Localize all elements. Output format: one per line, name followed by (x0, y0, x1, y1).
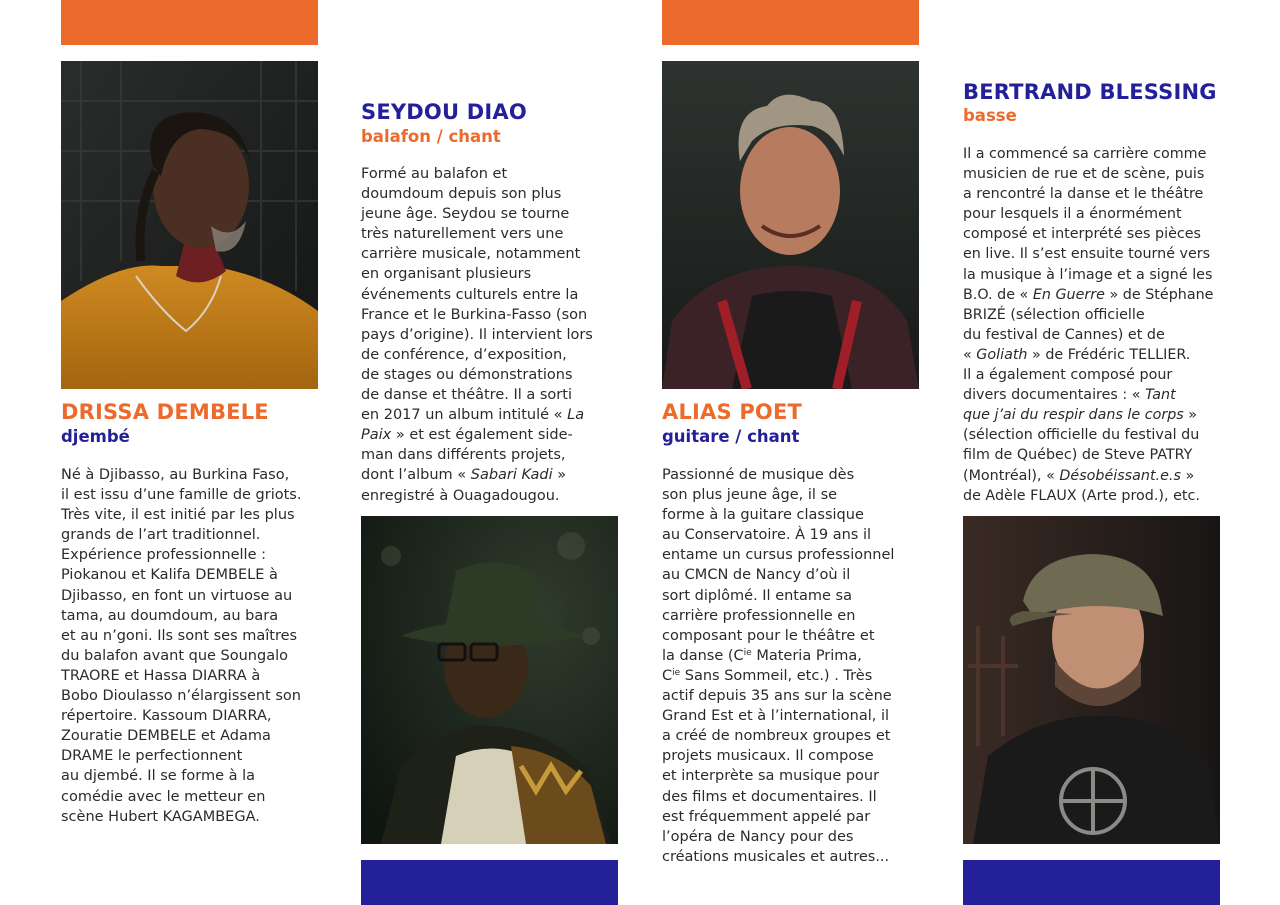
musician-bio: Il a commencé sa carrière comme musicien de rue et de scène, puis a rencontré la danse et le théâtre pour lesquels il a énormément composé et interprété ses pièces en live. Il s’est ensuite tourné vers la musique à l’image et a signé les B.O. de « En Guerre » de Stéphane BRIZÉ (sélection officielle du festival de Cannes) et de « Goliath » de Frédéric TELLIER. Il a également composé pour divers documentaires : « Tant que j’ai du respir dans le corps » (sélection officielle du festival du film de Québec) de Steve PATRY (Montréal), « Désobéissant.e.s » de Adèle FLAUX (Arte prod.), etc. (963, 146, 1214, 504)
blue-bar-bottom-left (361, 860, 618, 905)
portrait-bertrand-blessing (963, 516, 1220, 844)
musician-role: djembé (61, 427, 130, 446)
musician-bio: Formé au balafon et doumdoum depuis son plus jeune âge. Seydou se tourne très naturellement vers une carrière musicale, notamment en organisant plusieurs événements culturels entre la France et le Burkina-Fasso (son pays d’origine). Il intervient lors de conférence, d’exposition, de stages ou démonstrations de danse et théâtre. Il a sorti en 2017 un album intitulé « La Paix » et est également side- man dans différents projets, dont l’album « Sabari Kadi » enregistré à Ouagadougou. (361, 166, 593, 504)
orange-bar-top-left (61, 0, 318, 45)
musician-name: ALIAS POET (662, 400, 803, 424)
musician-role: guitare / chant (662, 427, 800, 446)
musician-bio: Passionné de musique dès son plus jeune âge, il se forme à la guitare classique au Conservatoire. À 19 ans il entame un cursus professionnel au CMCN de Nancy d’où il sort diplômé. Il entame sa carrière professionnelle en composant pour le théâtre et la danse ($C^{ie}$ Materia Prima, $C^{ie}$ Sans Sommeil, etc.) . Très actif depuis 35 ans sur la scène Grand Est et à l’international, il a créé de nombreux groupes et projets musicaux. Il compose et interprète sa musique pour des films et documentaires. Il est fréquemment appelé par l’opéra de Nancy pour des créations musicales et autres... (662, 467, 895, 865)
musician-role: basse (963, 106, 1017, 125)
orange-bar-top-right (662, 0, 919, 45)
portrait-seydou-diao (361, 516, 618, 844)
musician-name: BERTRAND BLESSING (963, 80, 1217, 104)
portrait-alias-poet (662, 61, 919, 389)
blue-bar-bottom-right (963, 860, 1220, 905)
musician-bio: Né à Djibasso, au Burkina Faso, il est issu d’une famille de griots. Très vite, il est initié par les plus grands de l’art traditionnel. Expérience professionnelle : Piokanou et Kalifa DEMBELE à Djibasso, en font un virtuose au tama, au doumdoum, au bara et au n’goni. Ils sont ses maîtres du balafon avant que Soungalo TRAORE et Hassa DIARRA à Bobo Dioulasso n’élargissent son répertoire. Kassoum DIARRA, Zouratie DEMBELE et Adama DRAME le perfectionnent au djembé. Il se forme à la comédie avec le metteur en scène Hubert KAGAMBEGA. (61, 467, 302, 825)
musician-name: SEYDOU DIAO (361, 100, 527, 124)
portrait-drissa-dembele (61, 61, 318, 389)
musician-role: balafon / chant (361, 127, 501, 146)
musician-name: DRISSA DEMBELE (61, 400, 269, 424)
